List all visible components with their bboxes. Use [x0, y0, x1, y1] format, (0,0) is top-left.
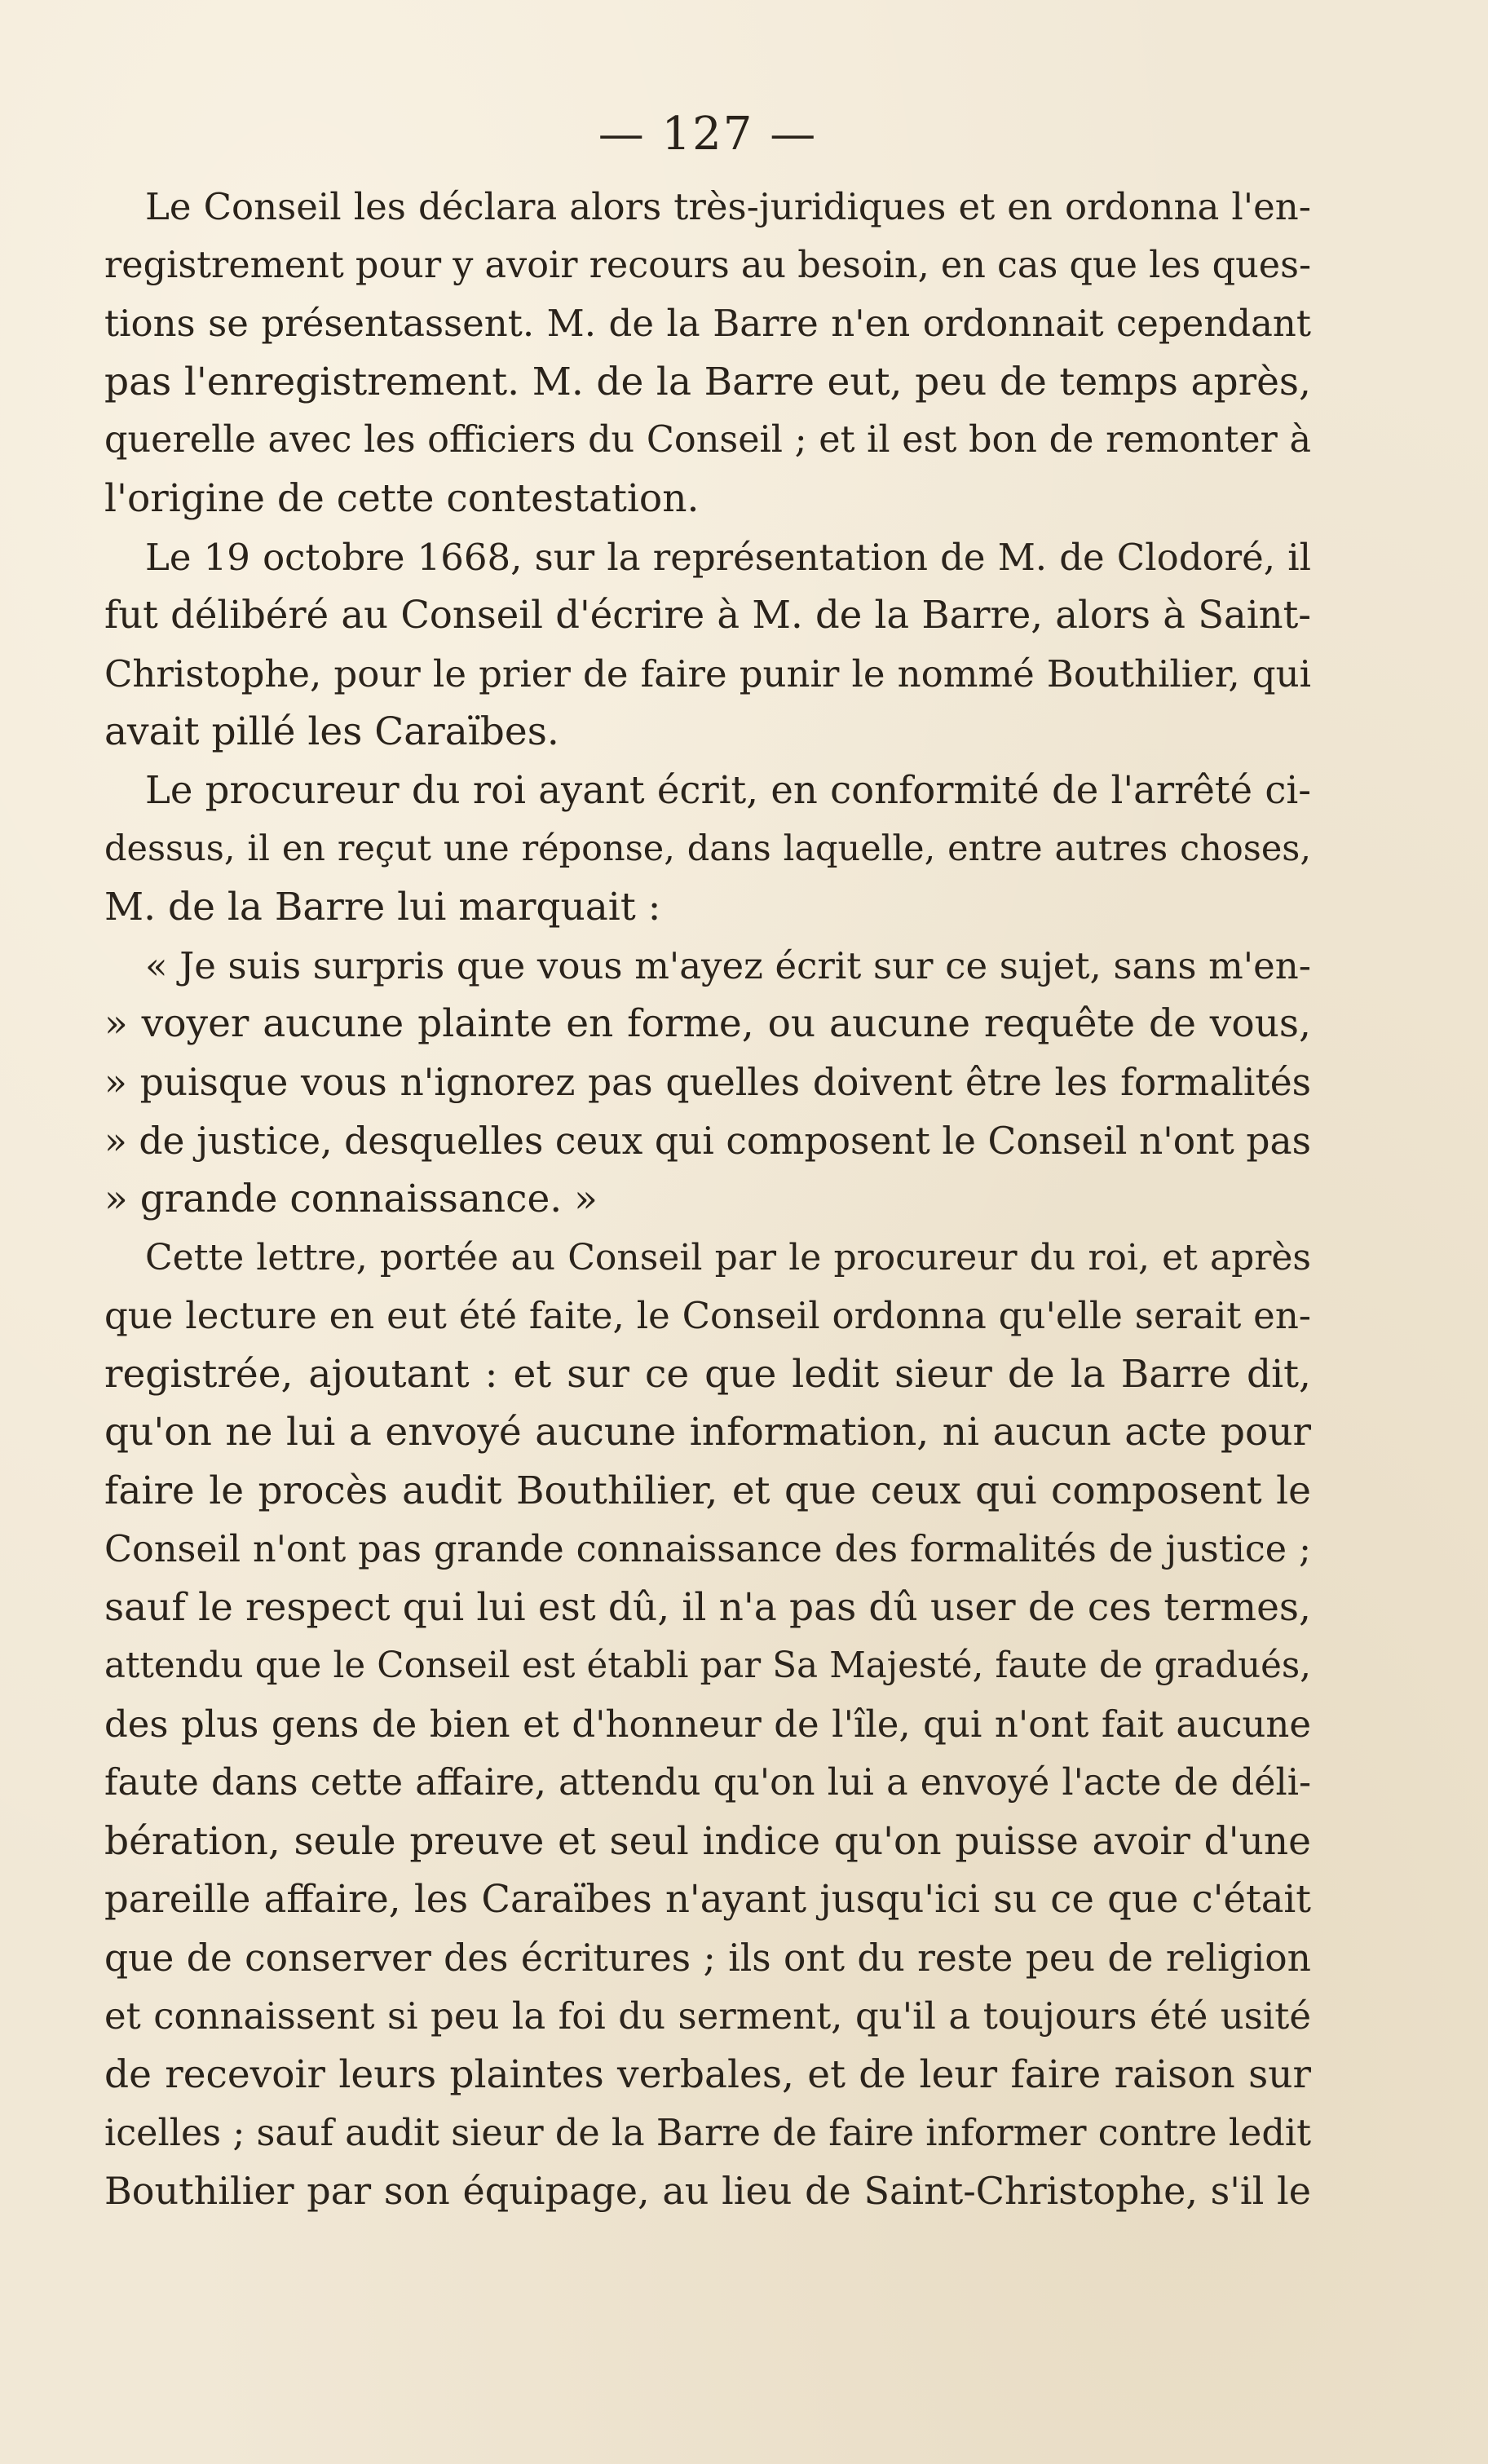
- text-line: l'origine de cette contestation.: [104, 475, 700, 521]
- text-line: fut délibéré au Conseil d'écrire à M. de la Barre, alors à Saint-: [104, 593, 1311, 638]
- text-line: » grande connaissance. »: [104, 1177, 598, 1222]
- text-line: tions se présentassent. M. de la Barre n'en ordonnait cependant: [104, 302, 1311, 346]
- text-line: Christophe, pour le prier de faire punir le nommé Bouthilier, qui: [104, 651, 1311, 695]
- text-line: que lecture en eut été faite, le Conseil ordonna qu'elle serait en-: [104, 1294, 1311, 1338]
- text-line: icelles ; sauf audit sieur de la Barre de faire informer contre ledit: [104, 2112, 1311, 2154]
- text-line: « Je suis surpris que vous m'ayez écrit sur ce sujet, sans m'en-: [145, 943, 1311, 987]
- text-line: sauf le respect qui lui est dû, il n'a pas dû user de ces termes,: [104, 1585, 1311, 1631]
- text-line: attendu que le Conseil est établi par Sa Majesté, faute de gradués,: [104, 1645, 1311, 1686]
- text-line: faire le procès audit Bouthilier, et que ceux qui composent le: [104, 1468, 1311, 1514]
- text-line: querelle avec les officiers du Conseil ; et il est bon de remonter à: [104, 419, 1311, 461]
- text-line: Cette lettre, portée au Conseil par le procureur du roi, et après: [145, 1236, 1311, 1278]
- text-line: dessus, il en reçut une réponse, dans laquelle, entre autres choses,: [104, 828, 1311, 869]
- body-text: [104, 178, 1311, 2221]
- text-line: avait pillé les Caraïbes.: [104, 709, 559, 755]
- text-line: Le Conseil les déclara alors très-juridiques et en ordonna l'en-: [145, 185, 1311, 228]
- text-line: pareille affaire, les Caraïbes n'ayant jusqu'ici su ce que c'était: [104, 1877, 1311, 1922]
- text-line: qu'on ne lui a envoyé aucune information, ni aucun acte pour: [104, 1410, 1311, 1455]
- text-line: de recevoir leurs plaintes verbales, et de leur faire raison sur: [104, 2052, 1311, 2097]
- page-number: — 127 —: [598, 108, 818, 161]
- text-line: des plus gens de bien et d'honneur de l'île, qui n'ont fait aucune: [104, 1702, 1311, 1746]
- book-page: [104, 98, 1311, 2348]
- text-line: Bouthilier par son équipage, au lieu de Saint-Christophe, s'il le: [104, 2169, 1311, 2214]
- text-line: » de justice, desquelles ceux qui composent le Conseil n'ont pas: [104, 1119, 1311, 1163]
- text-line: registrée, ajoutant : et sur ce que ledit sieur de la Barre dit,: [104, 1351, 1311, 1397]
- text-line: » puisque vous n'ignorez pas quelles doivent être les formalités: [104, 1060, 1311, 1104]
- text-line: pas l'enregistrement. M. de la Barre eut, peu de temps après,: [104, 359, 1311, 404]
- text-line: et connaissent si peu la foi du serment, qu'il a toujours été usité: [104, 1994, 1311, 2038]
- text-line: » voyer aucune plainte en forme, ou aucune requête de vous,: [104, 1001, 1311, 1047]
- text-line: Conseil n'ont pas grande connaissance des formalités de justice ;: [104, 1528, 1311, 1570]
- text-line: Le 19 octobre 1668, sur la représentation de M. de Clodoré, il: [145, 535, 1311, 579]
- text-line: registrement pour y avoir recours au besoin, en cas que les ques-: [104, 244, 1311, 286]
- text-line: M. de la Barre lui marquait :: [104, 885, 661, 930]
- text-line: Le procureur du roi ayant écrit, en conformité de l'arrêté ci-: [145, 767, 1311, 812]
- text-line: bération, seule preuve et seul indice qu'on puisse avoir d'une: [104, 1818, 1311, 1864]
- text-line: faute dans cette affaire, attendu qu'on lui a envoyé l'acte de déli-: [104, 1762, 1311, 1804]
- text-line: que de conserver des écritures ; ils ont du reste peu de religion: [104, 1936, 1311, 1980]
